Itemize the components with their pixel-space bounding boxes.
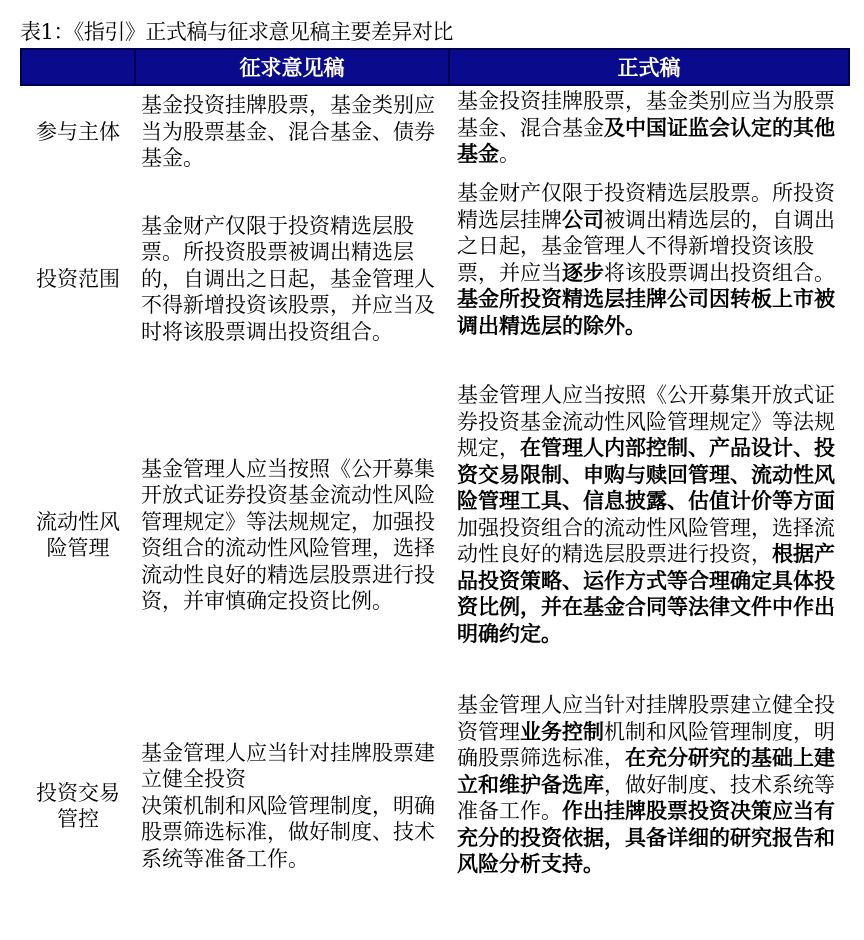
row-label-line: 管控	[57, 807, 99, 831]
final-text-change: 公司	[562, 206, 604, 232]
final-text-segment: 将该股票调出投资组合。	[604, 260, 835, 285]
final-text-change: 业务控制	[520, 718, 604, 744]
final-text-segment: ，做好制度、技术系统等准备工作。	[457, 772, 835, 823]
final-text-segment: 基金管理人应当针对挂牌股票建立健全投资管理	[457, 693, 835, 744]
draft-text: 基金管理人应当按照《公开募集开放式证券投资基金流动性风险管理规定》等法规规定，加强投资组合的流动性风险管理，选择流动性良好的精选层股票进行投资，并审慎确定投资比例。	[141, 456, 435, 613]
row-label: 参与主体	[36, 119, 120, 144]
table-caption: 表1：《指引》正式稿与征求意见稿主要差异对比	[20, 20, 453, 44]
header-final-column: 正式稿	[449, 49, 849, 85]
row-label: 投资范围	[36, 266, 120, 291]
final-text-change: 根据产品投资策略、运作方式等合理确定具体投资比例，并在基金合同等法律文件中作出明确约定。	[457, 541, 835, 646]
row-label-line: 投资交易	[36, 780, 120, 805]
final-text-change: 基金所投资精选层挂牌公司因转板上市被调出精选层的除外。	[457, 286, 835, 338]
row-label	[21, 690, 135, 922]
table-row	[21, 690, 849, 922]
final-text-segment: 被调出精选层的，自调出之日起，基金管理人不得新增投资该股票，并应当	[457, 207, 835, 285]
row-label	[21, 380, 135, 690]
draft-text: 基金投资挂牌股票，基金类别应当为股票基金、混合基金、债券基金。	[141, 93, 435, 171]
table-header-row	[21, 49, 849, 85]
final-text-change: 在管理人内部控制、产品设计、投资交易限制、申购与赎回管理、流动性风险管理工具、信息披露、估值计价等方面	[457, 435, 835, 513]
draft-text-line: 基金管理人应当针对挂牌股票建立健全投资	[141, 740, 435, 792]
final-text-segment: 基金财产仅限于投资精选层股票。所投资精选层挂牌	[457, 181, 835, 232]
final-text	[449, 380, 849, 690]
final-text	[449, 690, 849, 922]
final-text-segment: 。	[499, 142, 520, 166]
table-row	[21, 178, 849, 380]
comparison-table	[20, 48, 850, 922]
final-text-change: 及中国证监会认定的其他基金	[457, 114, 835, 166]
row-label-line: 险管理	[46, 536, 110, 560]
draft-text-line: 决策机制和风险管理制度，明确股票筛选标准，做好制度、技术系统等准备工作。	[141, 793, 435, 871]
row-label-line: 流动性风	[36, 509, 120, 534]
final-text-segment: 基金管理人应当按照《公开募集开放式证券投资基金流动性风险管理规定》等法规规定，	[457, 383, 835, 460]
final-text	[449, 178, 849, 380]
table-row	[21, 85, 849, 178]
final-text	[449, 85, 849, 178]
final-text-change: 作出挂牌股票投资决策应当有充分的投资依据，具备详细的研究报告和风险分析支持。	[457, 798, 835, 876]
final-text-change: 在充分研究的基础上建立和维护备选库	[457, 745, 835, 797]
final-text-segment: 机制和风险管理制度，明确股票筛选标准，	[457, 719, 835, 770]
final-text-segment: 基金投资挂牌股票，基金类别应当为股票基金、混合基金	[457, 89, 835, 140]
header-draft-column: 征求意见稿	[135, 49, 449, 85]
table-row	[21, 380, 849, 690]
final-text-segment: 加强投资组合的流动性风险管理，选择流动性良好的精选层股票进行投资，	[457, 515, 835, 566]
draft-text	[135, 690, 449, 922]
draft-text: 基金财产仅限于投资精选层股票。所投资股票被调出精选层的，自调出之日起，基金管理人不得新增投资该股票，并应当及时将该股票调出投资组合。	[141, 213, 435, 344]
header-corner	[21, 49, 135, 85]
final-text-change: 逐步	[562, 259, 604, 285]
